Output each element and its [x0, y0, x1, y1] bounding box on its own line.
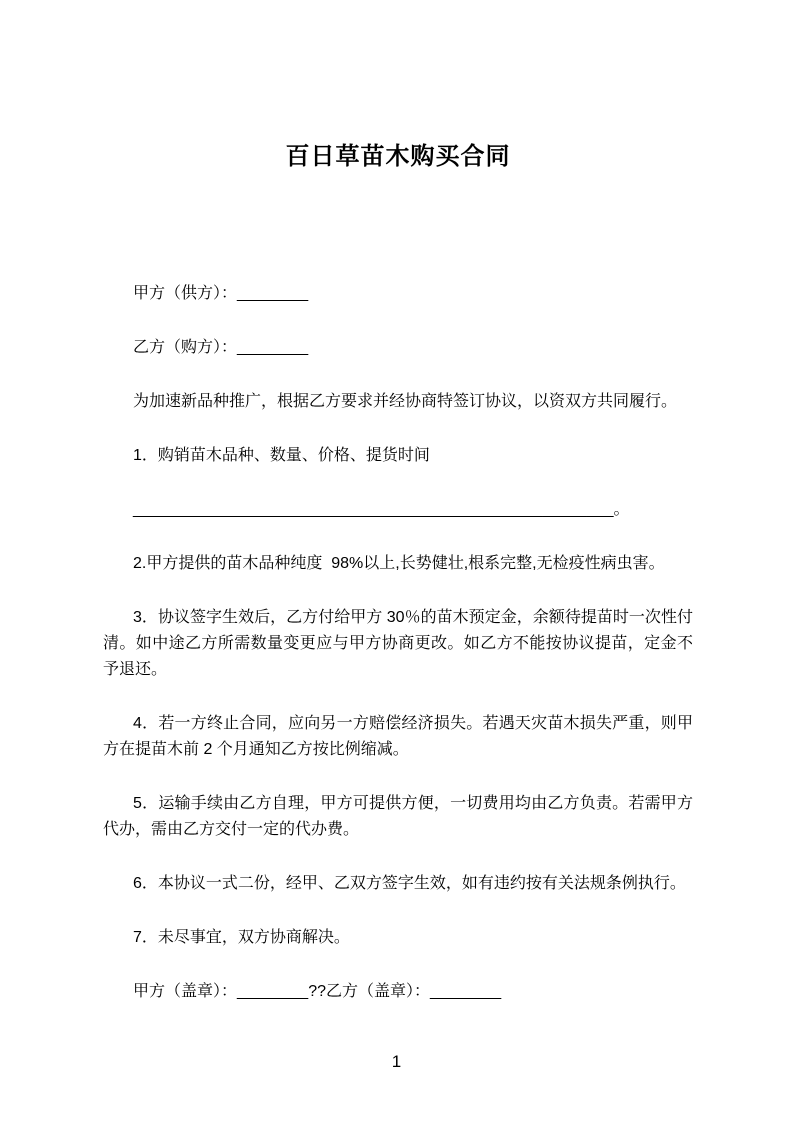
clause-5: 5．运输手续由乙方自理，甲方可提供方便，一切费用均由乙方负责。若需甲方代办，需由乙方交付一定的代办费。: [103, 795, 693, 838]
page-number: 1: [391, 1052, 402, 1071]
clause-1-heading: 1．购销苗木品种、数量、价格、提货时间: [133, 447, 430, 464]
clause-2: 2.甲方提供的苗木品种纯度 98%以上,长势健壮,根系完整,无检疫性病虫害。: [133, 555, 665, 572]
party-a-line: 甲方（供方）：________: [133, 285, 309, 302]
clause-4: 4．若一方终止合同，应向另一方赔偿经济损失。若遇天灾苗木损失严重，则甲方在提苗木前 2 个月通知乙方按比例缩减。: [103, 715, 693, 758]
party-b-line: 乙方（购方）：________: [133, 339, 309, 356]
clause-3: 3．协议签字生效后，乙方付给甲方 30％的苗木预定金，余额待提苗时一次性付清。如中途乙方所需数量变更应与甲方协商更改。如乙方不能按协议提苗，定金不予退还。: [103, 609, 693, 678]
signature-line: 甲方（盖章）：________??乙方（盖章）：________: [133, 983, 502, 1000]
clause-6: 6．本协议一式二份，经甲、乙双方签字生效，如有违约按有关法规条例执行。: [133, 875, 686, 892]
intro-paragraph: 为加速新品种推广，根据乙方要求并经协商特签订协议，以资双方共同履行。: [133, 393, 678, 410]
clause-7: 7．未尽事宜，双方协商解决。: [133, 929, 350, 946]
document-title: 百日草苗木购买合同: [285, 143, 511, 170]
blank-fill-line: ______________________________________________________。: [133, 501, 630, 518]
